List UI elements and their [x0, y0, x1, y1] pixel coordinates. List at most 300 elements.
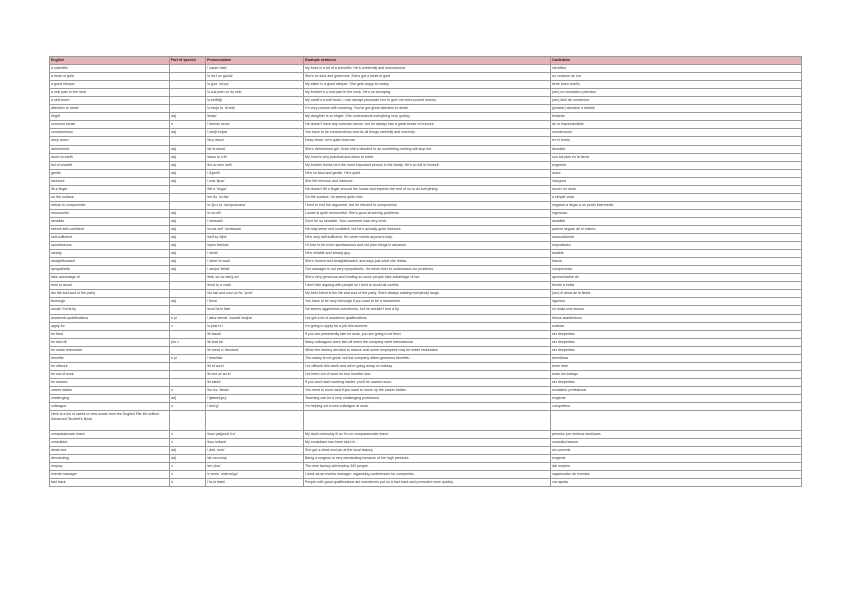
- cell-english[interactable]: self-sufficient: [50, 234, 170, 242]
- cell-pronunciation[interactable]: /bi sækt/: [206, 378, 304, 386]
- cell-part-of-speech[interactable]: n: [170, 430, 206, 438]
- cell-english[interactable]: sympathetic: [50, 266, 170, 274]
- cell-part-of-speech[interactable]: v: [170, 462, 206, 470]
- cell-pronunciation[interactable]: /ˈstedi/: [206, 250, 304, 258]
- cell-castellano[interactable]: con los pies en la tierra: [551, 153, 802, 161]
- cell-castellano[interactable]: tener libre: [551, 362, 802, 370]
- cell-example[interactable]: My daughter is so bright. She understands everything very quickly.: [304, 113, 551, 121]
- note-section: [50, 411, 802, 431]
- cell-pronunciation[interactable]: /ˌsɪmpəˈθetɪk/: [206, 266, 304, 274]
- cell-english[interactable]: fast track: [50, 478, 170, 486]
- cell-part-of-speech[interactable]: [170, 81, 206, 89]
- cell-part-of-speech[interactable]: [170, 378, 206, 386]
- cell-example[interactable]: If you are persistently late for work, you are going to be fired.: [304, 330, 551, 338]
- cell-pronunciation[interactable]: /ˈsensəbl/: [206, 217, 304, 225]
- cell-example[interactable]: People with good qualifications are sometimes put on a fast track and promoted more quickly.: [304, 478, 551, 486]
- cell-english[interactable]: be out of work: [50, 370, 170, 378]
- cell-castellano[interactable]: (prestar) atención a detalle: [551, 105, 802, 113]
- cell-castellano[interactable]: mover un dedo: [551, 185, 802, 193]
- cell-english[interactable]: down to earth: [50, 153, 170, 161]
- cell-example[interactable]: Don't be so sensible. Your comment was very cruel.: [304, 217, 551, 225]
- table-row: [50, 97, 802, 105]
- cell-castellano[interactable]: a simple vista: [551, 193, 802, 201]
- cell-part-of-speech[interactable]: [170, 290, 206, 298]
- table-row: [50, 217, 802, 225]
- cell-example[interactable]: He seems aggressive sometimes, but he wouldn't hurt a fly.: [304, 306, 551, 314]
- cell-castellano[interactable]: exigente: [551, 394, 802, 402]
- cell-castellano[interactable]: ingenioso: [551, 209, 802, 217]
- cell-example[interactable]: You have to be conscientious and do all things carefully and correctly.: [304, 129, 551, 137]
- cell-castellano[interactable]: consultor/asesor: [551, 438, 802, 446]
- cell-pronunciation[interactable]: /ˌɪnsɪˈkjʊə/: [206, 177, 304, 185]
- cell-part-of-speech[interactable]: v: [170, 322, 206, 330]
- cell-example[interactable]: She's very generous and trusting so some people take advantage of her.: [304, 274, 551, 282]
- cell-english[interactable]: seems self-confident: [50, 225, 170, 233]
- cell-castellano[interactable]: aprovecharse de: [551, 274, 802, 282]
- table-row: [50, 386, 802, 394]
- cell-pronunciation[interactable]: /bi aʊt əv wɜːk/: [206, 370, 304, 378]
- note-empty-cell[interactable]: [551, 411, 802, 431]
- table-row: [50, 430, 802, 438]
- table-row: [50, 282, 802, 290]
- cell-part-of-speech[interactable]: adj: [170, 250, 206, 258]
- cell-part-of-speech[interactable]: n pl: [170, 314, 206, 322]
- cell-english[interactable]: career ladder: [50, 386, 170, 394]
- cell-english[interactable]: apply for: [50, 322, 170, 330]
- cell-example[interactable]: She's honest and straightforward, and says just what she thinks.: [304, 258, 551, 266]
- table-row: [50, 266, 802, 274]
- cell-pronunciation[interactable]: /self səˈfɪʃnt/: [206, 234, 304, 242]
- table-row: [50, 250, 802, 258]
- cell-example[interactable]: Deep down, he's quite insecure.: [304, 137, 551, 145]
- cell-example[interactable]: Being a surgeon is very demanding because of the high pressure.: [304, 454, 551, 462]
- cell-english[interactable]: consultant: [50, 438, 170, 446]
- cell-pronunciation[interactable]: /dɪˈmɑːndɪŋ/: [206, 454, 304, 462]
- cell-english[interactable]: be made redundant: [50, 346, 170, 354]
- cell-part-of-speech[interactable]: adj: [170, 153, 206, 161]
- table-row: [50, 274, 802, 282]
- cell-part-of-speech[interactable]: adj: [170, 446, 206, 454]
- cell-castellano[interactable]: exigente: [551, 454, 802, 462]
- table-row: [50, 478, 802, 486]
- cell-english[interactable]: benefits: [50, 354, 170, 362]
- cell-part-of-speech[interactable]: [170, 185, 206, 193]
- cell-example[interactable]: Many colleagues were laid off when the company went international.: [304, 338, 551, 346]
- cell-example[interactable]: On the surface, he seems quite nice.: [304, 193, 551, 201]
- cell-english[interactable]: be offwork: [50, 362, 170, 370]
- note-empty-cell[interactable]: [170, 411, 206, 431]
- cell-pronunciation[interactable]: /kəmˈpæʃənət liːv/: [206, 430, 304, 438]
- cell-part-of-speech[interactable]: n: [170, 121, 206, 129]
- vocabulary-rows: [50, 65, 802, 411]
- cell-castellano[interactable]: (ser) fácil de convencer: [551, 97, 802, 105]
- cell-english[interactable]: dead-end: [50, 446, 170, 454]
- cell-pronunciation[interactable]: /əˈplaɪ fɔː/: [206, 322, 304, 330]
- cell-example[interactable]: I'm very precise with cleaning. You've got great attention to detail.: [304, 105, 551, 113]
- table-row: [50, 201, 802, 209]
- cell-english[interactable]: be fired: [50, 330, 170, 338]
- table-row: [50, 394, 802, 402]
- cell-castellano[interactable]: dar empleo: [551, 462, 802, 470]
- cell-castellano[interactable]: en el fondo: [551, 137, 802, 145]
- cell-pronunciation[interactable]: /spɒnˈteɪniəs/: [206, 242, 304, 250]
- cell-part-of-speech[interactable]: [170, 89, 206, 97]
- cell-castellano[interactable]: ser despedido: [551, 330, 802, 338]
- cell-pronunciation[interactable]: /ˈfɑːst træk/: [206, 478, 304, 486]
- cell-english[interactable]: colleague: [50, 403, 170, 411]
- table-row: [50, 298, 802, 306]
- cell-castellano[interactable]: no mata una mosca: [551, 306, 802, 314]
- cell-example[interactable]: Our manager is not very sympathetic. He never tries to understand our problems.: [304, 266, 551, 274]
- header-row: [50, 57, 802, 65]
- cell-example[interactable]: I'm going to apply for a job this summer.: [304, 322, 551, 330]
- cell-english[interactable]: employ: [50, 462, 170, 470]
- cell-castellano[interactable]: insegura: [551, 177, 802, 185]
- cell-part-of-speech[interactable]: n: [170, 438, 206, 446]
- cell-pronunciation[interactable]: /dɪˈtɜːmɪnd/: [206, 145, 304, 153]
- cell-castellano[interactable]: científico: [551, 65, 802, 73]
- cell-castellano[interactable]: vía rápida: [551, 478, 802, 486]
- column-header-part-of-speech[interactable]: Part of speech: [170, 57, 206, 65]
- cell-english[interactable]: steady: [50, 250, 170, 258]
- cell-example[interactable]: He doesn't have any common sense, but he always has a great sense of humour.: [304, 121, 551, 129]
- cell-part-of-speech[interactable]: n: [170, 470, 206, 478]
- cell-pronunciation[interactable]: /ˈθʌrə/: [206, 298, 304, 306]
- cell-part-of-speech[interactable]: [170, 282, 206, 290]
- cell-pronunciation[interactable]: /bi leɪd ɒf/: [206, 338, 304, 346]
- cell-castellano[interactable]: tiende a evitar: [551, 282, 802, 290]
- cell-example[interactable]: I work as an events manager, organising conferences for companies.: [304, 470, 551, 478]
- cell-english[interactable]: lift a finger: [50, 185, 170, 193]
- cell-english[interactable]: spontaneous: [50, 242, 170, 250]
- cell-english[interactable]: tend to avoid: [50, 282, 170, 290]
- cell-english[interactable]: academic qualifications: [50, 314, 170, 322]
- cell-castellano[interactable]: autosuficiente: [551, 234, 802, 242]
- cell-part-of-speech[interactable]: adj: [170, 242, 206, 250]
- column-header-english[interactable]: English: [50, 57, 170, 65]
- table-row: [50, 137, 802, 145]
- table-row: [50, 113, 802, 121]
- cell-pronunciation[interactable]: /bi faɪəd/: [206, 330, 304, 338]
- cell-part-of-speech[interactable]: [170, 201, 206, 209]
- cell-part-of-speech[interactable]: adj: [170, 113, 206, 121]
- cell-castellano[interactable]: sin porvenir: [551, 446, 802, 454]
- cell-castellano[interactable]: beneficios: [551, 354, 802, 362]
- cell-part-of-speech[interactable]: adj: [170, 258, 206, 266]
- cell-castellano[interactable]: ser despedido: [551, 346, 802, 354]
- cell-castellano[interactable]: (ser) el alma de la fiesta: [551, 290, 802, 298]
- cell-part-of-speech[interactable]: [170, 370, 206, 378]
- cell-castellano[interactable]: organizador de eventos: [551, 470, 802, 478]
- cell-example[interactable]: I've got a lot of academic qualifications.: [304, 314, 551, 322]
- cell-english[interactable]: deep down: [50, 137, 170, 145]
- cell-pronunciation[interactable]: /ˈkɒmən sens/: [206, 121, 304, 129]
- note-cell[interactable]: Here is a list of useful or new words from the English File 4th edition Advanced Student's Book.: [50, 411, 170, 431]
- cell-pronunciation[interactable]: /diːp daʊn/: [206, 137, 304, 145]
- cell-part-of-speech[interactable]: adj: [170, 177, 206, 185]
- cell-pronunciation[interactable]: /əˈtenʃn tə ˈdiːteɪl/: [206, 105, 304, 113]
- cell-pronunciation[interactable]: /ə hɑːt əv gəʊld/: [206, 73, 304, 81]
- cell-pronunciation[interactable]: /ˌded ˈend/: [206, 446, 304, 454]
- cell-example[interactable]: He's so kind and gentle. He's quiet.: [304, 169, 551, 177]
- table-row: [50, 362, 802, 370]
- cell-castellano[interactable]: tiene buen sueño: [551, 81, 802, 89]
- cell-part-of-speech[interactable]: n pl: [170, 354, 206, 362]
- cell-pronunciation[interactable]: /kəˈrɪə ˈlædə/: [206, 386, 304, 394]
- cell-english[interactable]: common sense: [50, 121, 170, 129]
- table-row: [50, 403, 802, 411]
- cell-pronunciation[interactable]: /braɪt/: [206, 113, 304, 121]
- cell-part-of-speech[interactable]: adj: [170, 129, 206, 137]
- cell-pronunciation[interactable]: /ˈbenɪfɪts/: [206, 354, 304, 362]
- cell-example[interactable]: My boss is a bit of a scientific. He's unfriendly and unemotional.: [304, 65, 551, 73]
- cell-part-of-speech[interactable]: adj: [170, 394, 206, 402]
- cell-part-of-speech[interactable]: adj: [170, 169, 206, 177]
- cell-part-of-speech[interactable]: adj: [170, 217, 206, 225]
- cell-english[interactable]: a self-touch: [50, 97, 170, 105]
- table-row: [50, 234, 802, 242]
- cell-english[interactable]: take advantage of: [50, 274, 170, 282]
- cell-castellano[interactable]: dulce: [551, 169, 802, 177]
- cell-part-of-speech[interactable]: [170, 306, 206, 314]
- cell-castellano[interactable]: negarse a llegar a un punto intermedio: [551, 201, 802, 209]
- cell-pronunciation[interactable]: /ˈdʒentl/: [206, 169, 304, 177]
- cell-example[interactable]: Teaching can be a very challenging profession.: [304, 394, 551, 402]
- table-row: [50, 322, 802, 330]
- cell-castellano[interactable]: de la imprescindible: [551, 121, 802, 129]
- table-row: [50, 105, 802, 113]
- vocabulary-rows-2: [50, 430, 802, 486]
- cell-english[interactable]: conscientious: [50, 129, 170, 137]
- cell-castellano[interactable]: comprensivo: [551, 266, 802, 274]
- cell-pronunciation[interactable]: /ɒn ðə ˈsɜːfɪs/: [206, 193, 304, 201]
- cell-english[interactable]: a real pain in the neck: [50, 89, 170, 97]
- column-header-example[interactable]: Example sentence: [304, 57, 551, 65]
- cell-example[interactable]: I've been out of work for two months now.: [304, 370, 551, 378]
- cell-pronunciation[interactable]: /rɪˈsɔːsfl/: [206, 209, 304, 217]
- cell-english[interactable]: determined: [50, 145, 170, 153]
- cell-pronunciation[interactable]: /bi ɒf wɜːk/: [206, 362, 304, 370]
- cell-castellano[interactable]: espontáneo: [551, 242, 802, 250]
- cell-pronunciation[interactable]: /ɪmˈplɔɪ/: [206, 462, 304, 470]
- cell-example[interactable]: I'd love to be more spontaneous and not plan things in advance.: [304, 242, 551, 250]
- cell-part-of-speech[interactable]: n: [170, 478, 206, 486]
- cell-english[interactable]: a good sleeper: [50, 81, 170, 89]
- cell-english[interactable]: would / hurts fly: [50, 306, 170, 314]
- cell-example[interactable]: My brother's a real pain in the neck. He's so annoying.: [304, 89, 551, 97]
- table-row: [50, 121, 802, 129]
- cell-pronunciation[interactable]: /ˌkɒnʃiˈenʃəs/: [206, 129, 304, 137]
- cell-english[interactable]: resourceful: [50, 209, 170, 217]
- cell-part-of-speech[interactable]: adj: [170, 161, 206, 169]
- cell-castellano[interactable]: estar sin trabajo: [551, 370, 802, 378]
- cell-part-of-speech[interactable]: [170, 330, 206, 338]
- cell-part-of-speech[interactable]: adj: [170, 145, 206, 153]
- cell-part-of-speech[interactable]: [170, 193, 206, 201]
- cell-example[interactable]: My brother thinks he's the most important person in the family. He's so full of himself.: [304, 161, 551, 169]
- cell-english[interactable]: be sacked: [50, 378, 170, 386]
- cell-english[interactable]: the life and soul of the party: [50, 290, 170, 298]
- cell-part-of-speech[interactable]: [170, 105, 206, 113]
- cell-example[interactable]: He's very self-sufficient. He never needs anyone's help.: [304, 234, 551, 242]
- cell-part-of-speech[interactable]: adj: [170, 234, 206, 242]
- table-row: [50, 346, 802, 354]
- cell-example[interactable]: She got a dead-end job at the local factory.: [304, 446, 551, 454]
- cell-pronunciation[interactable]: /tend tu əˈvɔɪd/: [206, 282, 304, 290]
- cell-example[interactable]: When the factory decided to reduce cost some employees may be made redundant.: [304, 346, 551, 354]
- cell-example[interactable]: She's so kind and generous. She's got a heart of gold.: [304, 73, 551, 81]
- cell-pronunciation[interactable]: /ˌstreɪtˈfɔːwəd/: [206, 258, 304, 266]
- cell-example[interactable]: She felt nervous and insecure.: [304, 177, 551, 185]
- vocabulary-sheet: [49, 56, 802, 487]
- note-empty-cell[interactable]: [304, 411, 551, 431]
- cell-part-of-speech[interactable]: adj: [170, 298, 206, 306]
- cell-part-of-speech[interactable]: [170, 137, 206, 145]
- cell-part-of-speech[interactable]: [170, 362, 206, 370]
- cell-example[interactable]: My dad's seriously ill so I'm on compassionate leave.: [304, 430, 551, 438]
- table-row: [50, 177, 802, 185]
- cell-english[interactable]: attention to detail: [50, 105, 170, 113]
- cell-example[interactable]: The salary is not great, but the company offers generous benefits.: [304, 354, 551, 362]
- cell-castellano[interactable]: (ser) un verdadero pelmazo: [551, 89, 802, 97]
- cell-pronunciation[interactable]: /lɪft ə ˈfɪŋɡə/: [206, 185, 304, 193]
- cell-part-of-speech[interactable]: [170, 73, 206, 81]
- column-header-castellano[interactable]: Castellano: [551, 57, 802, 65]
- cell-pronunciation[interactable]: /kənˈsʌltənt/: [206, 438, 304, 446]
- cell-english[interactable]: gentle: [50, 169, 170, 177]
- cell-part-of-speech[interactable]: n: [170, 403, 206, 411]
- cell-part-of-speech[interactable]: n: [170, 386, 206, 394]
- table-row: [50, 185, 802, 193]
- cell-english[interactable]: straightforward: [50, 258, 170, 266]
- cell-castellano[interactable]: estable: [551, 250, 802, 258]
- cell-english[interactable]: compassionate leave: [50, 430, 170, 438]
- cell-pronunciation[interactable]: /siːmz self ˈkɒnfɪdənt/: [206, 225, 304, 233]
- cell-english[interactable]: a heart of gold: [50, 73, 170, 81]
- cell-castellano[interactable]: compañero: [551, 403, 802, 411]
- cell-pronunciation[interactable]: /ɪˈvents ˈmænɪdʒə/: [206, 470, 304, 478]
- cell-example[interactable]: She's determined girl. Once she's decided to do something nothing will stop her.: [304, 145, 551, 153]
- cell-castellano[interactable]: parece seguro de sí mismo: [551, 225, 802, 233]
- cell-example[interactable]: If you don't start working harder, you'll be sacked soon.: [304, 378, 551, 386]
- cell-english[interactable]: insecure: [50, 177, 170, 185]
- cell-pronunciation[interactable]: /ˌækəˈdemɪk ˌkwɒlɪfɪˈkeɪʃnz/: [206, 314, 304, 322]
- cell-example[interactable]: My mum's very practical and down to earth.: [304, 153, 551, 161]
- cell-example[interactable]: I've offwork this week and we're going away on holiday.: [304, 362, 551, 370]
- cell-pronunciation[interactable]: /ə selftʌtʃ/: [206, 97, 304, 105]
- cell-castellano[interactable]: brillante: [551, 113, 802, 121]
- cell-example[interactable]: I tried to end the argument, but he refused to compromise.: [304, 201, 551, 209]
- cell-english[interactable]: bright: [50, 113, 170, 121]
- table-row: [50, 145, 802, 153]
- cell-castellano[interactable]: títulos académicos: [551, 314, 802, 322]
- cell-castellano[interactable]: sensible: [551, 217, 802, 225]
- cell-pronunciation[interactable]: /ˈtʃælɪndʒɪŋ/: [206, 394, 304, 402]
- column-header-pronunciation[interactable]: Pronunciation: [206, 57, 304, 65]
- cell-english[interactable]: a scientific: [50, 65, 170, 73]
- cell-part-of-speech[interactable]: adj: [170, 454, 206, 462]
- cell-example[interactable]: He doesn't lift a finger around the house and expects the rest of us to do everything.: [304, 185, 551, 193]
- cell-example[interactable]: I don't like arguing with people so I tend to avoid all conflict.: [304, 282, 551, 290]
- cell-castellano[interactable]: engreído: [551, 161, 802, 169]
- table-row: [50, 65, 802, 73]
- cell-english[interactable]: refuse to compromise: [50, 201, 170, 209]
- cell-castellano[interactable]: solicitar: [551, 322, 802, 330]
- cell-pronunciation[interactable]: /ˈkɒliːɡ/: [206, 403, 304, 411]
- cell-english[interactable]: be laid off: [50, 338, 170, 346]
- cell-pronunciation[interactable]: /ðə laɪf ənd səʊl əv ðə ˈpɑːti/: [206, 290, 304, 298]
- cell-castellano[interactable]: ser despedido: [551, 378, 802, 386]
- cell-part-of-speech[interactable]: adj: [170, 266, 206, 274]
- cell-pronunciation[interactable]: /bi meɪd rɪˈdʌndənt/: [206, 346, 304, 354]
- cell-castellano[interactable]: un corazón de oro: [551, 73, 802, 81]
- cell-example[interactable]: Louise is quite resourceful. She's good at solving problems.: [304, 209, 551, 217]
- cell-part-of-speech[interactable]: adj: [170, 225, 206, 233]
- cell-english[interactable]: sensible: [50, 217, 170, 225]
- cell-english[interactable]: full of oneself: [50, 161, 170, 169]
- table-row: [50, 290, 802, 298]
- table-row: [50, 462, 802, 470]
- cell-example[interactable]: My uncle's a soft touch. I can always persuade him to give me extra pocket money.: [304, 97, 551, 105]
- cell-castellano[interactable]: concienzudo: [551, 129, 802, 137]
- cell-example[interactable]: You have to be very thorough if you want to be a researcher.: [304, 298, 551, 306]
- cell-castellano[interactable]: riguroso: [551, 298, 802, 306]
- cell-example[interactable]: He's reliable and steady guy.: [304, 250, 551, 258]
- cell-part-of-speech[interactable]: [170, 346, 206, 354]
- cell-part-of-speech[interactable]: [170, 274, 206, 282]
- table-row: [50, 73, 802, 81]
- cell-pronunciation[interactable]: /ˌsaɪənˈtɪfɪk/: [206, 65, 304, 73]
- table-row: [50, 193, 802, 201]
- cell-english[interactable]: demanding: [50, 454, 170, 462]
- cell-castellano[interactable]: franco: [551, 258, 802, 266]
- cell-pronunciation[interactable]: /fʊl əv wʌnˈself/: [206, 161, 304, 169]
- cell-part-of-speech[interactable]: [170, 65, 206, 73]
- cell-example[interactable]: You need to work hard if you want to move up the career ladder.: [304, 386, 551, 394]
- cell-example[interactable]: I'm helping out a new colleague at work.: [304, 403, 551, 411]
- cell-castellano[interactable]: escalafón profesional: [551, 386, 802, 394]
- cell-example[interactable]: My sister is a good sleeper. She gets angry so easily.: [304, 81, 551, 89]
- cell-english[interactable]: on the surface: [50, 193, 170, 201]
- table-row: [50, 438, 802, 446]
- cell-pronunciation[interactable]: /teɪk ədˈvɑːntɪdʒ əv/: [206, 274, 304, 282]
- cell-example[interactable]: My best friend is the life and soul of the party. She's always making everybody laugh.: [304, 290, 551, 298]
- cell-castellano[interactable]: decidido: [551, 145, 802, 153]
- cell-pronunciation[interactable]: /daʊn tu ɜːθ/: [206, 153, 304, 161]
- cell-pronunciation[interactable]: /ə rɪəl peɪn ɪn ðə nek/: [206, 89, 304, 97]
- cell-example[interactable]: The new factory will employ 300 people.: [304, 462, 551, 470]
- cell-pronunciation[interactable]: /ə ɡʊd ˈsliːpə/: [206, 81, 304, 89]
- table-row: [50, 258, 802, 266]
- cell-part-of-speech[interactable]: adj: [170, 209, 206, 217]
- table-row: [50, 306, 802, 314]
- cell-part-of-speech[interactable]: phr v: [170, 338, 206, 346]
- cell-english[interactable]: events manager: [50, 470, 170, 478]
- table-row: [50, 153, 802, 161]
- cell-english[interactable]: challenging: [50, 394, 170, 402]
- cell-part-of-speech[interactable]: [170, 97, 206, 105]
- cell-example[interactable]: He may seem self-confident, but he's actually quite insecure.: [304, 225, 551, 233]
- cell-castellano[interactable]: permiso por motivos familiares: [551, 430, 802, 438]
- table-row: [50, 161, 802, 169]
- note-empty-cell[interactable]: [206, 411, 304, 431]
- cell-pronunciation[interactable]: /wʊd hɜːts flaɪ/: [206, 306, 304, 314]
- cell-example[interactable]: My consultant has been kind of...: [304, 438, 551, 446]
- table-row: [50, 446, 802, 454]
- cell-castellano[interactable]: ser despedido: [551, 338, 802, 346]
- cell-pronunciation[interactable]: /rɪˈfjuːz tə ˈkɒmprəmaɪz/: [206, 201, 304, 209]
- cell-english[interactable]: thorough: [50, 298, 170, 306]
